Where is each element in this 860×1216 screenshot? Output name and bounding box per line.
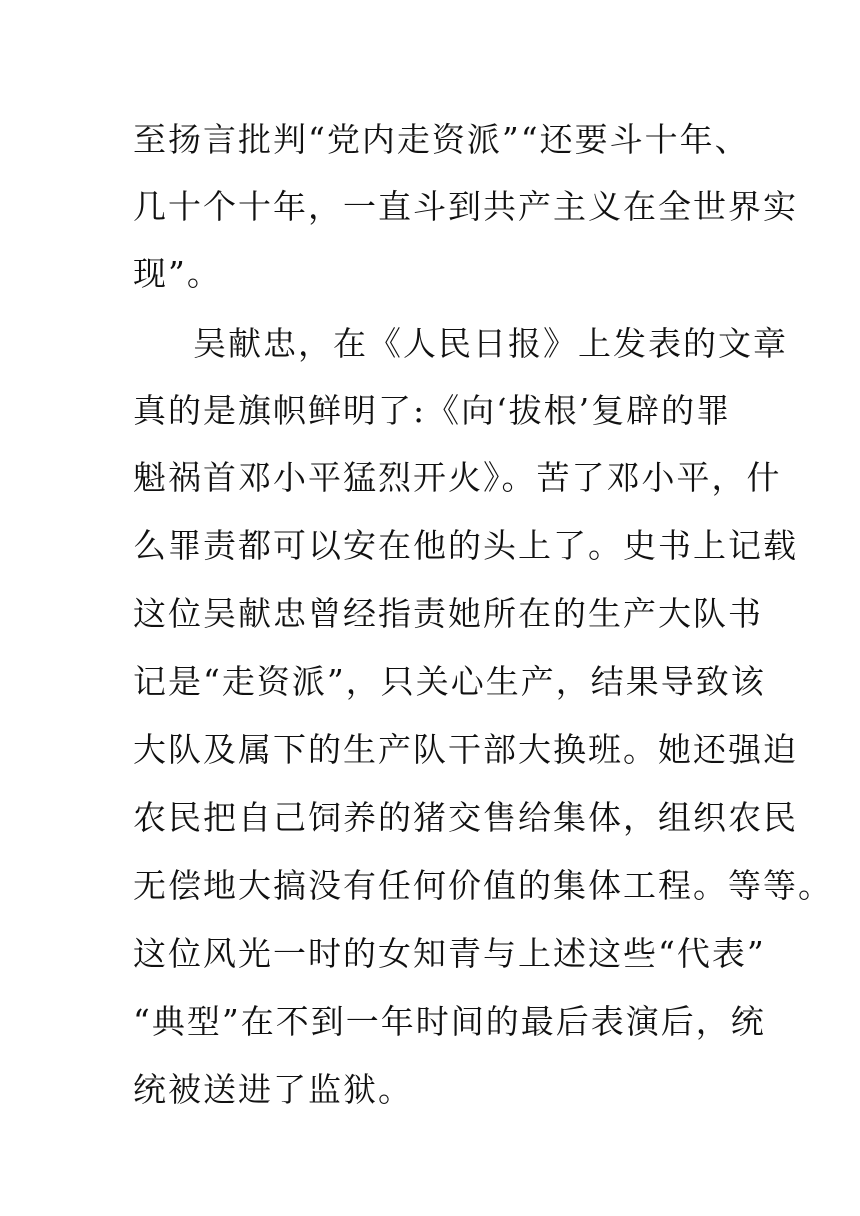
- text-line: 无偿地大搞没有任何价值的集体工程。等等。: [133, 866, 833, 905]
- text-line: 统被送进了监狱。: [133, 1070, 413, 1109]
- text-line: 至扬言批判“党内走资派”“还要斗十年、: [133, 120, 750, 159]
- text-line: “典型”在不到一年时间的最后表演后，统: [133, 1002, 766, 1041]
- text-line: 么罪责都可以安在他的头上了。史书上记载: [133, 526, 798, 565]
- text-line: 现”。: [133, 254, 222, 293]
- text-line: 几十个十年，一直斗到共产主义在全世界实: [133, 187, 798, 226]
- text-line: 这位风光一时的女知青与上述这些“代表”: [133, 934, 766, 973]
- paragraph-first-line: 吴献忠，在《人民日报》上发表的文章: [193, 324, 788, 363]
- text-line: 大队及属下的生产队干部大换班。她还强迫: [133, 730, 798, 769]
- text-line: 记是“走资派”，只关心生产，结果导致该: [133, 662, 766, 701]
- text-line: 魁祸首邓小平猛烈开火》。苦了邓小平，什: [133, 458, 782, 497]
- text-line: 农民把自己饲养的猪交售给集体，组织农民: [133, 798, 798, 837]
- text-line: 这位吴献忠曾经指责她所在的生产大队书: [133, 594, 763, 633]
- text-line: 真的是旗帜鲜明了:《向‘拔根’复辟的罪: [133, 391, 732, 430]
